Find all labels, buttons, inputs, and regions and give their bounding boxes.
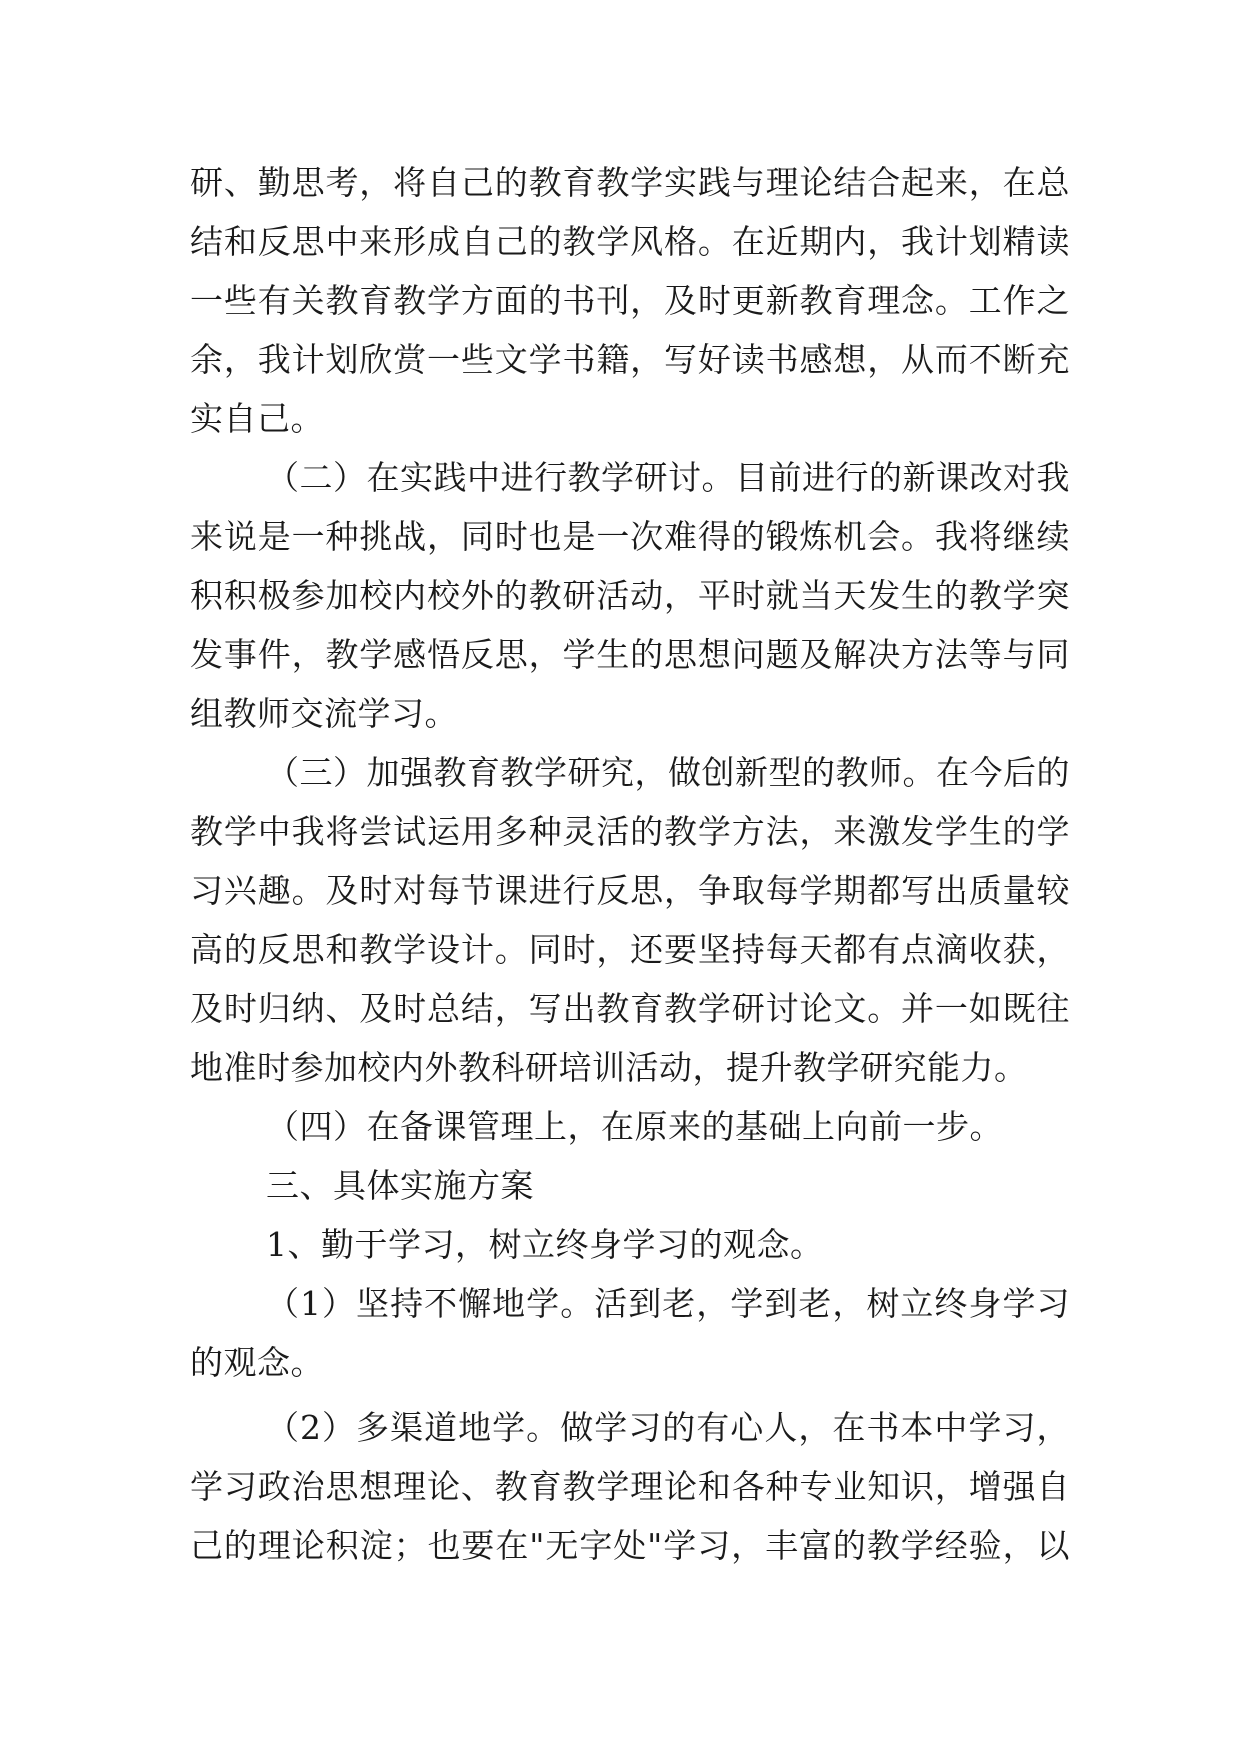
- item-heading-1: 1、勤于学习，树立终身学习的观念。: [266, 1225, 824, 1264]
- text-line: 地准时参加校内外教科研培训活动，提升教学研究能力。: [190, 1048, 1028, 1087]
- text-line: 结和反思中来形成自己的教学风格。在近期内，我计划精读: [190, 222, 1070, 261]
- paragraph-heading-4: （四）在备课管理上，在原来的基础上向前一步。: [266, 1107, 1003, 1146]
- text-line: 习兴趣。及时对每节课进行反思，争取每学期都写出质量较: [190, 871, 1070, 910]
- paragraph-heading-2: （二）在实践中进行教学研讨。目前进行的新课改对我: [266, 458, 1070, 497]
- text-line: 发事件，教学感悟反思，学生的思想问题及解决方法等与同: [190, 635, 1070, 674]
- sub-item-2: （2）多渠道地学。做学习的有心人，在书本中学习，: [266, 1408, 1070, 1447]
- text-line: 己的理论积淀；也要在"无字处"学习，丰富的教学经验，以: [190, 1526, 1070, 1565]
- text-line: 研、勤思考，将自己的教育教学实践与理论结合起来，在总: [190, 163, 1070, 202]
- paragraph-heading-3: （三）加强教育教学研究，做创新型的教师。在今后的: [266, 753, 1070, 792]
- text-line: 组教师交流学习。: [190, 694, 458, 733]
- section-heading: 三、具体实施方案: [266, 1166, 534, 1205]
- text-line: 余，我计划欣赏一些文学书籍，写好读书感想，从而不断充: [190, 340, 1070, 379]
- text-line: 高的反思和教学设计。同时，还要坚持每天都有点滴收获，: [190, 930, 1070, 969]
- text-line: 积积极参加校内校外的教研活动，平时就当天发生的教学突: [190, 576, 1070, 615]
- text-line: 的观念。: [190, 1343, 324, 1382]
- text-line: 来说是一种挑战，同时也是一次难得的锻炼机会。我将继续: [190, 517, 1070, 556]
- sub-item-1: （1）坚持不懈地学。活到老，学到老，树立终身学习: [266, 1284, 1070, 1323]
- text-line: 教学中我将尝试运用多种灵活的教学方法，来激发学生的学: [190, 812, 1070, 851]
- text-line: 一些有关教育教学方面的书刊，及时更新教育理念。工作之: [190, 281, 1070, 320]
- text-line: 及时归纳、及时总结，写出教育教学研讨论文。并一如既往: [190, 989, 1070, 1028]
- text-line: 学习政治思想理论、教育教学理论和各种专业知识，增强自: [190, 1467, 1070, 1506]
- text-line: 实自己。: [190, 399, 324, 438]
